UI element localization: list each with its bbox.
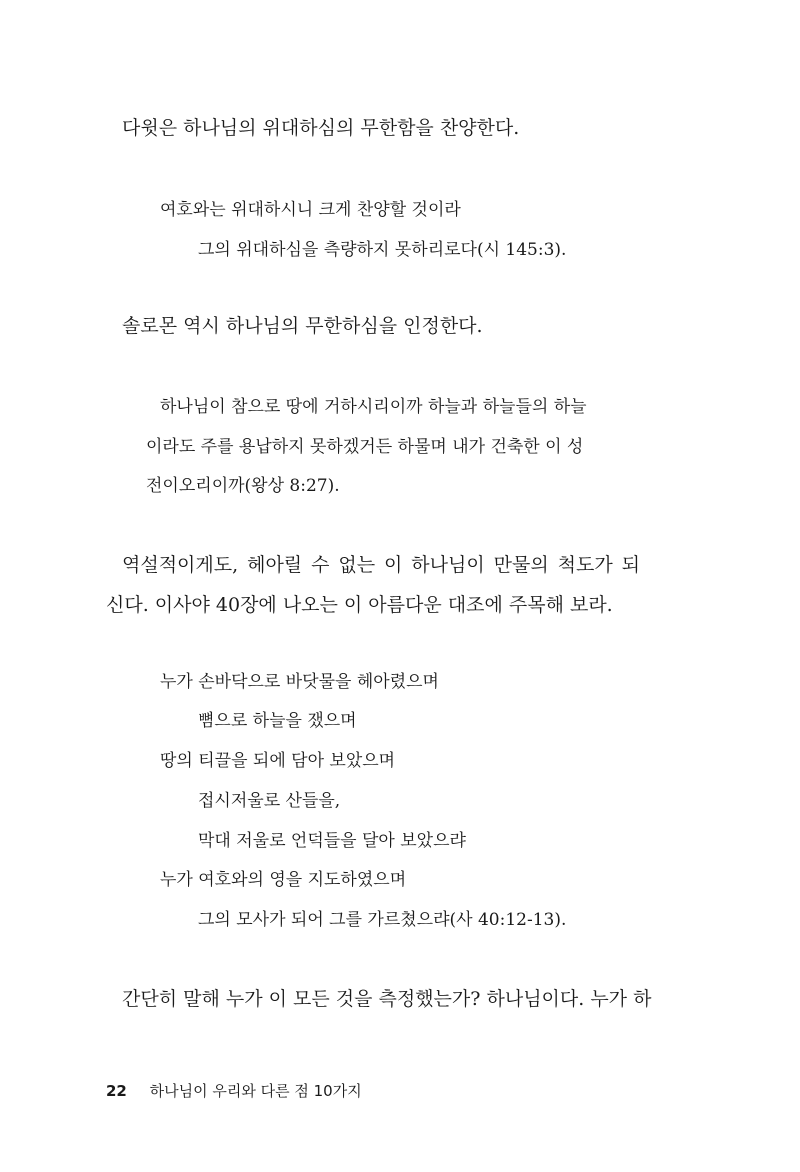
paragraph-david: 다윗은 하나님의 위대하심의 무한함을 찬양한다. [122, 117, 520, 139]
quote-isaiah-line-2: 뼘으로 하늘을 쟀으며 [198, 711, 357, 731]
quote-isaiah-line-4: 접시저울로 산들을, [198, 791, 341, 811]
quote-psalm-line-2: 그의 위대하심을 측량하지 못하리로다(시 145:3). [198, 240, 567, 260]
page-footer [106, 1080, 362, 1101]
quote-isaiah-line-1: 누가 손바닥으로 바닷물을 헤아렸으며 [160, 672, 439, 692]
page-number: 22 [106, 1082, 127, 1100]
quote-isaiah-line-6: 누가 여호와의 영을 지도하였으며 [160, 870, 407, 890]
quote-isaiah-line-7: 그의 모사가 되어 그를 가르쳤으랴(사 40:12-13). [198, 910, 567, 930]
paragraph-isaiah-line-2: 신다. 이사야 40장에 나오는 이 아름다운 대조에 주목해 보라. [106, 594, 613, 616]
quote-psalm-line-1: 여호와는 위대하시니 크게 찬양할 것이라 [160, 200, 461, 220]
running-book-title: 하나님이 우리와 다른 점 10가지 [149, 1082, 362, 1100]
quote-kings-line-1: 하나님이 참으로 땅에 거하시리이까 하늘과 하늘들의 하늘 [160, 397, 587, 417]
quote-isaiah-line-3: 땅의 티끌을 되에 담아 보았으며 [160, 751, 396, 771]
quote-isaiah-line-5: 막대 저울로 언덕들을 달아 보았으랴 [198, 831, 466, 851]
quote-kings-line-3: 전이오리이까(왕상 8:27). [146, 476, 340, 496]
paragraph-solomon: 솔로몬 역시 하나님의 무한하심을 인정한다. [122, 315, 483, 337]
quote-kings-line-2: 이라도 주를 용납하지 못하겠거든 하물며 내가 건축한 이 성 [146, 437, 584, 457]
paragraph-isaiah-line-1: 역설적이게도, 헤아릴 수 없는 이 하나님이 만물의 척도가 되 [122, 554, 640, 576]
paragraph-summary: 간단히 말해 누가 이 모든 것을 측정했는가? 하나님이다. 누가 하 [122, 988, 652, 1010]
